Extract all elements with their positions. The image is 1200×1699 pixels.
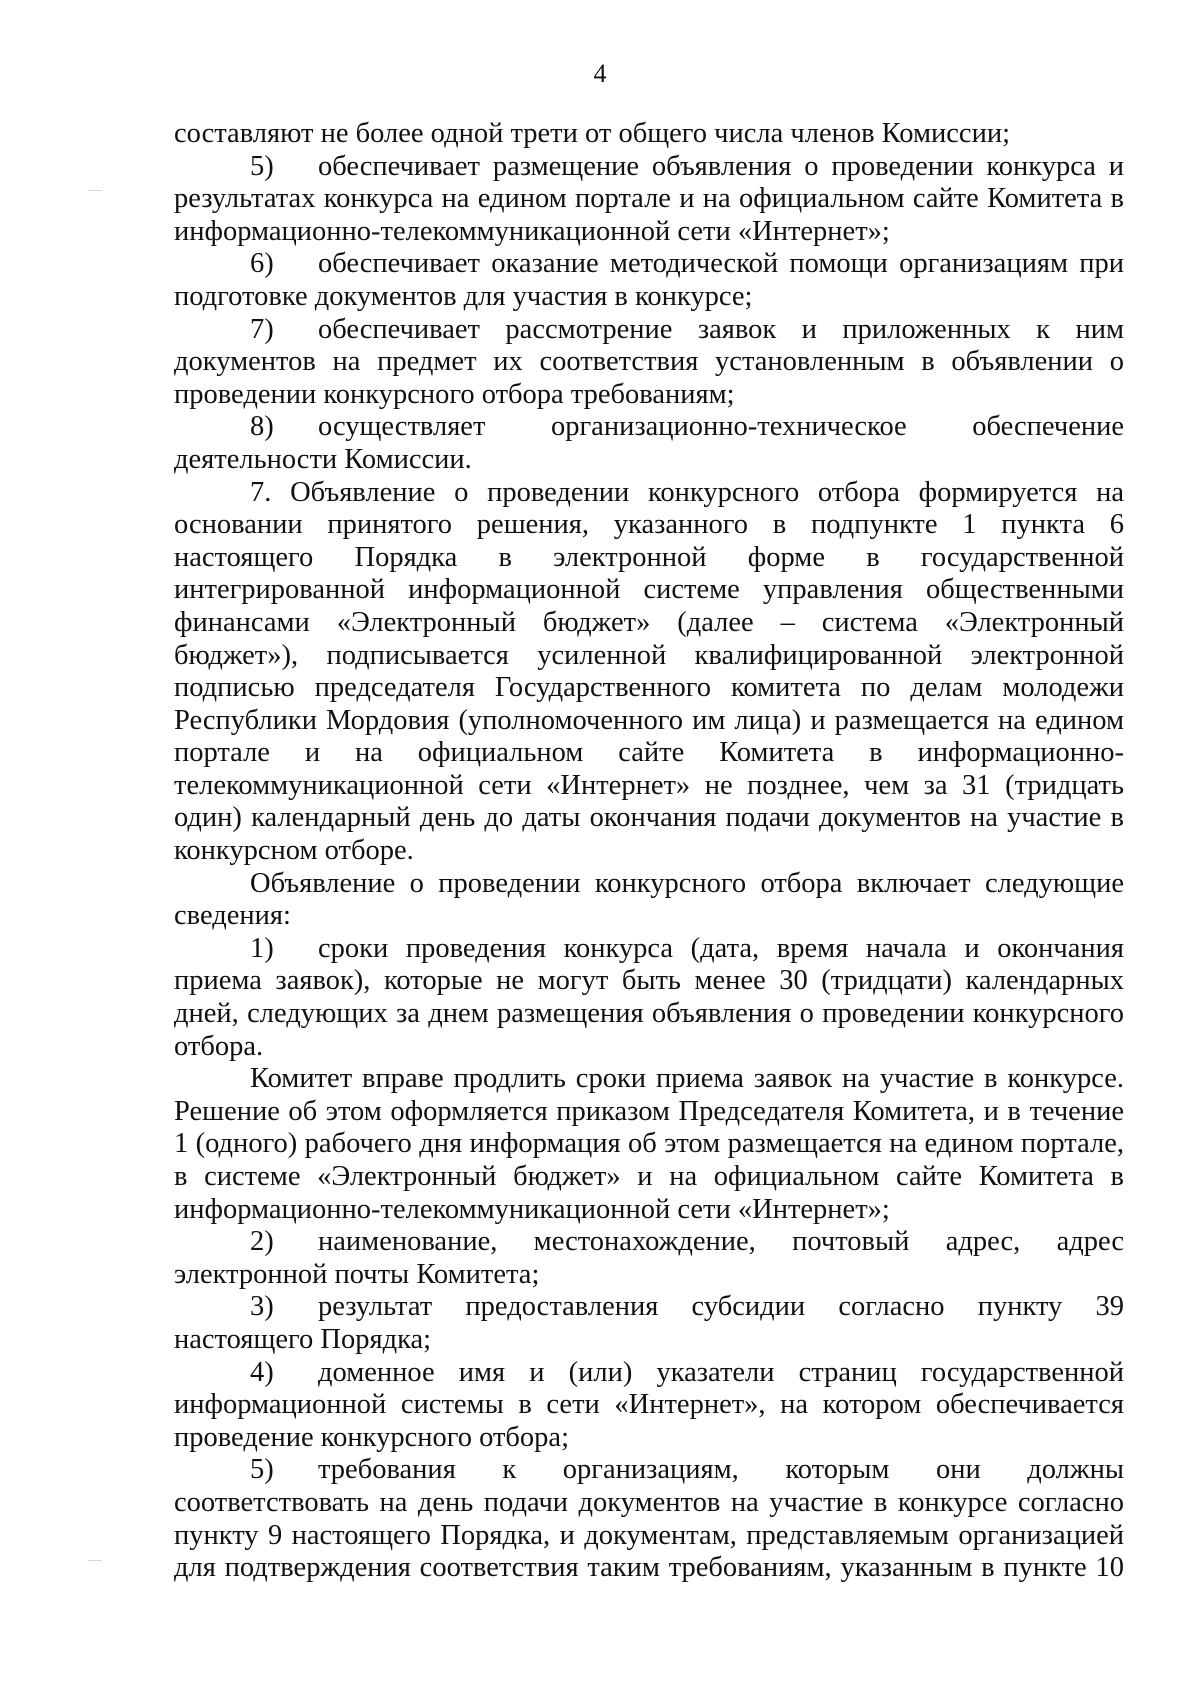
page-number: 4 <box>593 59 607 88</box>
scan-mark <box>88 190 102 191</box>
list-item-text: обеспечивает размещение объявления о проведении конкурса и результатах конкурса на едином портале и на официальном сайте Комитета в информационно-телекоммуникационной сети «Интернет»; <box>174 150 1124 247</box>
list-item <box>174 1291 1124 1356</box>
list-item <box>174 1357 1124 1455</box>
paragraph <box>174 868 1124 933</box>
list-item-number: 7) <box>250 313 274 345</box>
list-item-text: обеспечивает оказание методической помощи организациям при подготовке документов для участия в конкурсе; <box>174 248 1124 312</box>
document-body <box>174 118 1124 1585</box>
list-item <box>174 411 1124 476</box>
paragraph <box>174 1063 1124 1226</box>
paragraph-text: Объявление о проведении конкурсного отбора включает следующие сведения: <box>174 867 1124 932</box>
list-item <box>174 933 1124 1063</box>
list-item-text: требования к организациям, которым они должны соответствовать на день подачи документов на участие в конкурсе согласно пункту 9 настоящего Порядка, и документам, представляемым организацией для подтверждения соответствия таким требованиям, указанным в пункте 10 <box>174 1454 1124 1584</box>
list-item-number: 3) <box>250 1291 274 1323</box>
paragraph-text: 7. Объявление о проведении конкурсного отбора формируется на основании принятого решения, указанного в подпункте 1 пункта 6 настоящего Порядка в электронной форме в государственной интегрированной информационной системе управления общественными финансами «Электронный бюджет» (далее – система «Электронный бюджет»), подписывается усиленной квалифицированной электронной подписью председателя Государственного комитета по делам молодежи Республики Мордовия (уполномоченного им лица) и размещается на едином портале и на официальном сайте Комитета в информационно-телекоммуникационной сети «Интернет» не позднее, чем за 31 (тридцать один) календарный день до даты окончания подачи документов на участие в конкурсном отборе. <box>174 476 1124 867</box>
list-item-text: наименование, местонахождение, почтовый адрес, адрес электронной почты Комитета; <box>174 1226 1124 1290</box>
list-item <box>174 314 1124 412</box>
list-item-number: 5) <box>250 150 274 182</box>
scan-mark <box>88 1560 102 1561</box>
list-item <box>174 151 1124 249</box>
list-item-text: доменное имя и (или) указатели страниц государственной информационной системы в сети «Интернет», на котором обеспечивается проведение конкурсного отбора; <box>174 1356 1124 1453</box>
list-item-text: осуществляет организационно-техническое обеспечение деятельности Комиссии. <box>174 411 1124 475</box>
list-item <box>174 1454 1124 1584</box>
list-item-number: 8) <box>250 411 274 443</box>
list-item <box>174 248 1124 313</box>
paragraph <box>174 118 1124 151</box>
paragraph-text: составляют не более одной трети от общего числа членов Комиссии; <box>174 118 1010 149</box>
list-item-number: 2) <box>250 1226 274 1258</box>
list-item-text: результат предоставления субсидии согласно пункту 39 настоящего Порядка; <box>174 1291 1124 1355</box>
list-item-text: сроки проведения конкурса (дата, время начала и окончания приема заявок), которые не могут быть менее 30 (тридцати) календарных дней, следующих за днем размещения объявления о проведении конкурсного отбора. <box>174 932 1124 1062</box>
paragraph <box>174 477 1124 868</box>
list-item <box>174 1226 1124 1291</box>
list-item-text: обеспечивает рассмотрение заявок и приложенных к ним документов на предмет их соответствия установленным в объявлении о проведении конкурсного отбора требованиям; <box>174 313 1124 410</box>
list-item-number: 1) <box>250 932 274 964</box>
paragraph-text: Комитет вправе продлить сроки приема заявок на участие в конкурсе. Решение об этом оформляется приказом Председателя Комитета, и в течение 1 (одного) рабочего дня информация об этом размещается на едином портале, в системе «Электронный бюджет» и на официальном сайте Комитета в информационно-телекоммуникационной сети «Интернет»; <box>174 1063 1124 1225</box>
list-item-number: 4) <box>250 1356 274 1388</box>
list-item-number: 5) <box>250 1454 274 1486</box>
list-item-number: 6) <box>250 248 274 280</box>
